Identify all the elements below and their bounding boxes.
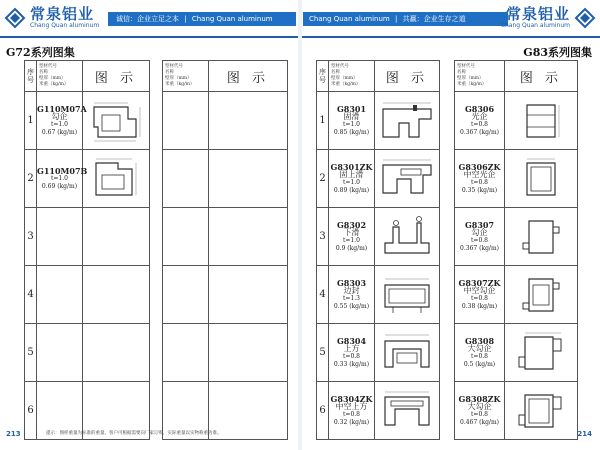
profile-section-diagram	[513, 271, 569, 319]
figure-header: 图 示	[83, 61, 150, 92]
seq-header: 序号	[317, 61, 329, 92]
profile-info	[163, 208, 209, 266]
meta-line: 型材代号	[457, 64, 475, 69]
profile-code: G8303	[336, 277, 367, 288]
brand-name: 常泉铝业	[30, 5, 95, 23]
profile-thickness: t=1.0	[51, 174, 68, 182]
brand-name: 常泉铝业	[505, 5, 570, 23]
table-row	[317, 382, 440, 440]
profile-table-1	[24, 60, 150, 440]
meta-line: 米重（kg/m）	[39, 82, 69, 87]
profile-code: G8301ZK	[330, 161, 373, 172]
profile-info	[455, 150, 505, 208]
row-number: 6	[317, 382, 329, 440]
profile-thickness: t=0.8	[343, 352, 360, 360]
meta-line: 米重（kg/m）	[457, 82, 487, 87]
profile-thickness: t=0.8	[471, 294, 488, 302]
slogan-left: 诚信：企业立足之本	[116, 15, 179, 23]
profile-name: 固上滑	[339, 169, 364, 179]
meta-header	[37, 61, 83, 92]
profile-thickness: t=0.8	[471, 352, 488, 360]
profile-info	[455, 382, 505, 440]
row-number: 5	[25, 324, 37, 382]
profile-thickness: t=0.8	[471, 236, 488, 244]
profile-info	[163, 324, 209, 382]
profile-section-diagram	[379, 329, 435, 377]
profile-weight: 0.9 (kg/m)	[335, 244, 368, 252]
table-row	[163, 92, 288, 150]
book-spine	[298, 0, 302, 450]
profile-drawing	[375, 150, 440, 208]
profile-drawing	[83, 92, 150, 150]
profile-drawing	[505, 324, 578, 382]
profile-info	[329, 382, 375, 440]
profile-name: 中空光企	[463, 169, 496, 179]
row-number: 1	[317, 92, 329, 150]
profile-info	[37, 92, 87, 150]
profile-thickness: t=1.0	[343, 178, 360, 186]
profile-name: 光企	[471, 111, 488, 121]
profile-name: 中空上方	[335, 401, 368, 411]
table-row	[163, 208, 288, 266]
meta-line: 壁厚（mm）	[331, 76, 358, 81]
row-number: 3	[25, 208, 37, 266]
profile-section-diagram	[379, 97, 435, 145]
table-header-row	[455, 61, 578, 92]
profile-weight: 0.85 (kg/m)	[333, 128, 370, 136]
table-header-row	[163, 61, 288, 92]
table-row	[25, 208, 150, 266]
row-number: 3	[317, 208, 329, 266]
meta-line: 型材代号	[165, 64, 183, 69]
profile-name: 上方	[343, 343, 360, 353]
profile-name: 中空勾企	[463, 285, 496, 295]
profile-weight: 0.38 (kg/m)	[461, 302, 498, 310]
profile-weight: 0.89 (kg/m)	[333, 186, 370, 194]
table-header-row	[317, 61, 440, 92]
profile-weight: 0.55 (kg/m)	[333, 302, 370, 310]
profile-info	[37, 208, 83, 266]
profile-weight: 0.69 (kg/m)	[41, 182, 78, 190]
profile-section-diagram	[513, 387, 569, 435]
profile-code: G8301	[336, 103, 367, 114]
profile-thickness: t=1.3	[343, 294, 360, 302]
row-number: 6	[25, 382, 37, 440]
logo-emblem-icon	[574, 7, 596, 29]
profile-name: 边封	[343, 285, 360, 295]
profile-section-diagram	[379, 387, 435, 435]
meta-line: 壁厚（mm）	[457, 76, 484, 81]
profile-info	[329, 208, 375, 266]
profile-weight: 0.467 (kg/m)	[460, 418, 499, 426]
profile-section-diagram	[513, 97, 569, 145]
profile-drawing	[83, 208, 150, 266]
profile-info	[455, 324, 505, 382]
profile-code: G8308ZK	[458, 393, 501, 404]
profile-drawing	[375, 324, 440, 382]
profile-weight: 0.67 (kg/m)	[41, 128, 78, 136]
profile-code: G110M07B	[37, 165, 88, 176]
row-number: 5	[317, 324, 329, 382]
profile-name: 下滑	[343, 227, 360, 237]
profile-section-diagram	[379, 213, 435, 261]
profile-thickness: t=0.8	[471, 178, 488, 186]
brand-name-en: Chang Quan aluminum	[500, 22, 570, 29]
profile-info	[329, 324, 375, 382]
profile-weight: 0.367 (kg/m)	[460, 244, 499, 252]
row-number: 2	[317, 150, 329, 208]
profile-code: G8308	[464, 335, 495, 346]
table-row	[455, 266, 578, 324]
profile-drawing	[375, 266, 440, 324]
profile-info	[455, 92, 505, 150]
meta-line: 名称	[457, 70, 466, 75]
profile-thickness: t=0.8	[471, 120, 488, 128]
row-number: 1	[25, 92, 37, 150]
meta-line: 型材代号	[39, 64, 57, 69]
table-row	[317, 150, 440, 208]
row-number: 4	[25, 266, 37, 324]
profile-name: 勾企	[471, 227, 488, 237]
profile-info	[329, 150, 375, 208]
logo-emblem-icon	[4, 7, 26, 29]
page-number-right: 214	[577, 430, 592, 438]
meta-line: 名称	[39, 70, 48, 75]
profile-drawing	[505, 266, 578, 324]
slogan-divider: |	[394, 15, 398, 23]
profile-code: G8307	[464, 219, 495, 230]
profile-info	[329, 92, 375, 150]
profile-section-diagram	[379, 155, 435, 203]
row-number: 4	[317, 266, 329, 324]
table-row	[317, 208, 440, 266]
profile-weight: 0.32 (kg/m)	[333, 418, 370, 426]
table-row	[163, 324, 288, 382]
figure-header: 图 示	[209, 61, 288, 92]
profile-section-diagram	[513, 155, 569, 203]
profile-info	[163, 150, 209, 208]
profile-weight: 0.35 (kg/m)	[461, 186, 498, 194]
brand-name-en: Chang Quan aluminum	[30, 22, 100, 29]
meta-line: 壁厚（mm）	[39, 76, 66, 81]
profile-table-3	[316, 60, 440, 440]
profile-thickness: t=0.8	[343, 410, 360, 418]
profile-code: G8302	[336, 219, 367, 230]
profile-name: 大勾企	[467, 401, 492, 411]
meta-line: 型材代号	[331, 64, 349, 69]
table-row	[317, 92, 440, 150]
meta-line: 米重（kg/m）	[165, 82, 195, 87]
series-title-left: G72系列图集	[6, 46, 75, 59]
profile-weight: 0.33 (kg/m)	[333, 360, 370, 368]
profile-drawing	[375, 382, 440, 440]
meta-line: 米重（kg/m）	[331, 82, 361, 87]
brand-logo-right	[497, 6, 596, 30]
profile-drawing	[209, 92, 288, 150]
table-row	[455, 92, 578, 150]
figure-header: 图 示	[505, 61, 578, 92]
profile-drawing	[209, 266, 288, 324]
table-row	[25, 92, 150, 150]
profile-section-diagram	[513, 213, 569, 261]
slogan-right-en: Chang Quan aluminum	[309, 15, 390, 23]
figure-header: 图 示	[375, 61, 440, 92]
row-number: 2	[25, 150, 37, 208]
slogan-divider: |	[184, 15, 187, 23]
profile-table-2	[162, 60, 288, 440]
profile-info	[329, 266, 375, 324]
page-number-left: 213	[6, 430, 21, 438]
profile-table-4	[454, 60, 578, 440]
profile-code: G8307ZK	[458, 277, 501, 288]
profile-drawing	[375, 92, 440, 150]
profile-drawing	[505, 208, 578, 266]
profile-code: G8306ZK	[458, 161, 501, 172]
profile-section-diagram	[379, 271, 435, 319]
meta-header	[329, 61, 375, 92]
profile-drawing	[83, 324, 150, 382]
profile-thickness: t=1.0	[51, 120, 68, 128]
seq-header: 序号	[25, 61, 37, 92]
table-row	[455, 208, 578, 266]
footnote: 提示：图样重量为标准的重量。客户可根据需要向厂家订购，实际重量以实物称重为准。	[46, 431, 222, 436]
profile-thickness: t=0.8	[471, 410, 488, 418]
table-header-row	[25, 61, 150, 92]
profile-info	[163, 266, 209, 324]
meta-line: 名称	[331, 70, 340, 75]
profile-thickness: t=1.0	[343, 236, 360, 244]
profile-drawing	[505, 150, 578, 208]
table-row	[455, 324, 578, 382]
slogan-band-left	[108, 12, 296, 26]
profile-drawing	[209, 208, 288, 266]
slogan-left-en: Chang Quan aluminum	[191, 15, 273, 23]
slogan-band-right	[303, 12, 508, 26]
table-row	[455, 150, 578, 208]
profile-section-diagram	[88, 155, 144, 203]
profile-code: G8304ZK	[330, 393, 373, 404]
profile-drawing	[209, 324, 288, 382]
profile-code: G110M07A	[37, 103, 87, 114]
profile-info	[455, 208, 505, 266]
profile-info	[37, 266, 83, 324]
profile-name: 大勾企	[467, 343, 492, 353]
profile-thickness: t=1.0	[343, 120, 360, 128]
profile-name: 勾企	[51, 111, 68, 121]
table-row	[25, 150, 150, 208]
table-row	[317, 324, 440, 382]
table-row	[163, 266, 288, 324]
profile-section-diagram	[513, 329, 569, 377]
profile-drawing	[505, 92, 578, 150]
table-row	[317, 266, 440, 324]
brand-logo-left	[4, 6, 103, 30]
profile-info	[37, 150, 88, 208]
profile-drawing	[209, 150, 288, 208]
profile-info	[37, 324, 83, 382]
table-row	[25, 324, 150, 382]
profile-drawing	[505, 382, 578, 440]
profile-section-diagram	[88, 97, 144, 145]
profile-weight: 0.367 (kg/m)	[460, 128, 499, 136]
slogan-right: 共赢：企业生存之道	[402, 15, 466, 23]
table-row	[25, 266, 150, 324]
meta-header	[455, 61, 505, 92]
profile-code: G8304	[336, 335, 367, 346]
profile-info	[163, 92, 209, 150]
profile-drawing	[83, 150, 150, 208]
profile-info	[455, 266, 505, 324]
meta-line: 壁厚（mm）	[165, 76, 192, 81]
table-row	[455, 382, 578, 440]
meta-line: 名称	[165, 70, 174, 75]
profile-drawing	[83, 266, 150, 324]
series-title-right: G83系列图集	[523, 46, 592, 59]
table-row	[163, 150, 288, 208]
profile-name: 固滑	[343, 111, 360, 121]
profile-weight: 0.5 (kg/m)	[463, 360, 496, 368]
profile-code: G8306	[464, 103, 495, 114]
meta-header	[163, 61, 209, 92]
profile-drawing	[375, 208, 440, 266]
